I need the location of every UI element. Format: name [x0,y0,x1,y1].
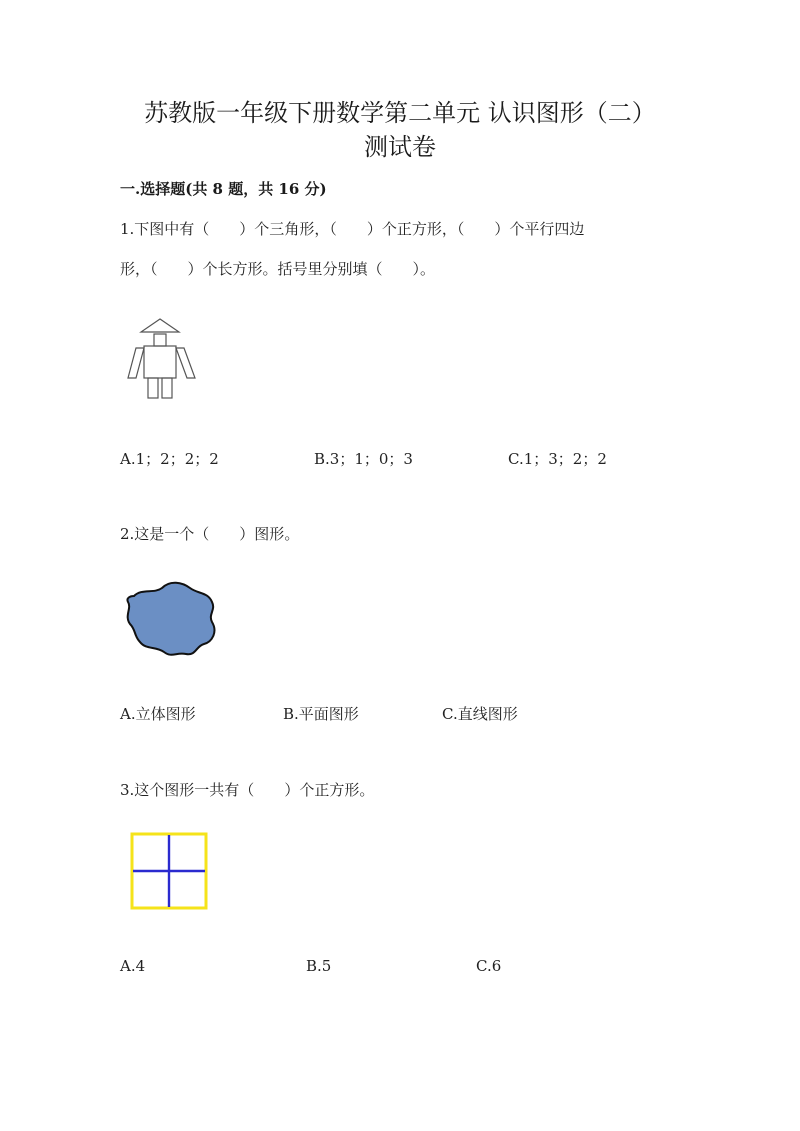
question-1-option-c[interactable]: C.1；3；2；2 [508,450,607,468]
page-title-line1: 苏教版一年级下册数学第二单元 认识图形（二） [144,99,656,127]
question-1-option-a[interactable]: A.1；2；2；2 [120,450,219,468]
question-3-option-c[interactable]: C.6 [476,957,502,975]
robot-right-arm-parallelogram [176,348,195,378]
question-2-option-b[interactable]: B.平面图形 [283,705,359,723]
robot-left-leg-rectangle [148,378,158,398]
robot-head-square [154,334,166,346]
question-1-line2: 形，（ ）个长方形。括号里分别填（ ）。 [120,260,436,278]
blob-shape [127,583,214,655]
robot-figure [126,316,198,402]
question-3-option-a[interactable]: A.4 [120,957,146,975]
question-3-option-b[interactable]: B.5 [306,957,332,975]
question-1-option-b[interactable]: B.3；1；0；3 [314,450,413,468]
blob-figure [124,578,218,660]
square-grid-figure [130,832,208,910]
question-1-line1: 1.下图中有（ ）个三角形，（ ）个正方形，（ ）个平行四边 [120,220,585,238]
robot-right-leg-rectangle [162,378,172,398]
question-2-option-c[interactable]: C.直线图形 [442,705,518,723]
question-2-line1: 2.这是一个（ ）图形。 [120,525,300,543]
robot-left-arm-parallelogram [128,348,144,378]
question-2-option-a[interactable]: A.立体图形 [120,705,196,723]
robot-roof-triangle [141,319,179,332]
section-header: 一.选择题(共 8 题，共 16 分) [120,180,327,198]
robot-body-square [144,346,176,378]
question-3-line1: 3.这个图形一共有（ ）个正方形。 [120,781,375,799]
page-title-line2: 测试卷 [364,133,436,161]
